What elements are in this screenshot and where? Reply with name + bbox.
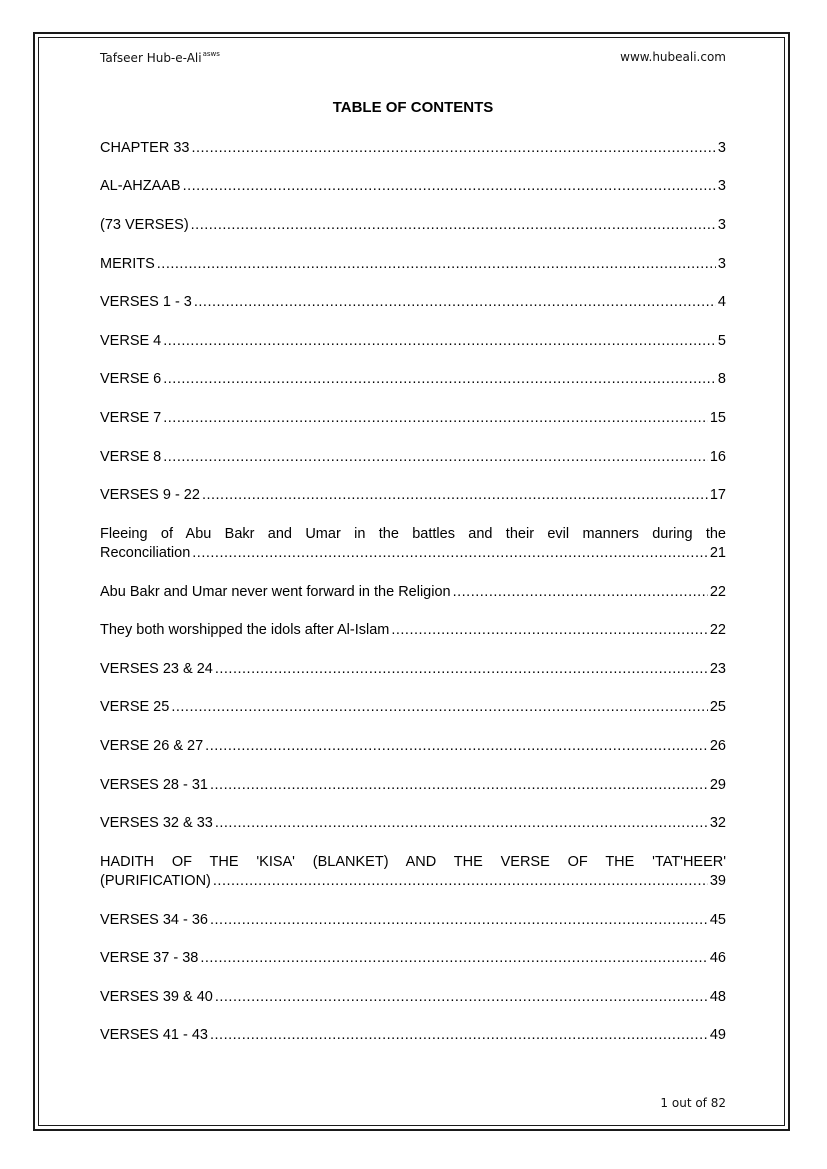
toc-leader-dots [191,216,716,235]
toc-entry[interactable] [100,177,726,196]
toc-entry[interactable] [100,698,726,717]
toc-entry-title: VERSES 1 - 3 [100,294,192,310]
toc-entry-page: 3 [717,217,726,233]
toc-entry[interactable] [100,911,726,930]
toc-entry[interactable] [100,486,726,505]
toc-entry-page: 15 [709,410,726,426]
toc-leader-dots [194,293,716,312]
toc-entry-title: VERSES 34 - 36 [100,912,208,928]
toc-entry-page: 46 [709,950,726,966]
toc-leader-dots [215,988,708,1007]
toc-entry-page: 3 [717,178,726,194]
header-title-text: Tafseer Hub-e-Ali [100,51,202,65]
toc-entry-page: 45 [709,912,726,928]
toc-entry-title: VERSE 6 [100,371,162,387]
toc-entry-title: VERSE 26 & 27 [100,738,204,754]
toc-entry-title: They both worshipped the idols after Al-Islam [100,622,390,638]
toc-leader-dots [163,332,716,351]
toc-entry-title: (73 VERSES) [100,217,189,233]
toc-title: TABLE OF CONTENTS [332,99,494,116]
toc-entry-title: VERSE 37 - 38 [100,950,199,966]
toc-entry-page: 32 [709,815,726,831]
toc-entry-title: CHAPTER 33 [100,140,190,156]
toc-entry-page: 26 [709,738,726,754]
toc-entry[interactable] [100,988,726,1007]
toc-entry[interactable] [100,525,726,563]
toc-entry[interactable] [100,293,726,312]
toc-entry-title: Abu Bakr and Umar never went forward in the Religion [100,584,451,600]
toc-entry[interactable] [100,1026,726,1045]
toc-leader-dots [157,255,716,274]
page-number-footer: 1 out of 82 [660,1096,726,1110]
toc-entry-title: VERSES 23 & 24 [100,661,213,677]
toc-entry-title: VERSE 25 [100,699,170,715]
toc-leader-dots [171,698,708,717]
toc-leader-dots [192,544,708,563]
toc-leader-dots [200,949,708,968]
toc-leader-dots [210,1026,708,1045]
toc-entry-title: VERSES 41 - 43 [100,1027,208,1043]
toc-entry-page: 5 [717,333,726,349]
toc-entry-page: 29 [709,777,726,793]
toc-leader-dots [210,911,708,930]
toc-leader-dots [163,448,708,467]
toc-entry[interactable] [100,332,726,351]
toc-entry[interactable] [100,660,726,679]
toc-entry-page: 16 [709,449,726,465]
toc-entry-page: 39 [709,873,726,889]
toc-entry-page: 22 [709,584,726,600]
toc-entry[interactable] [100,370,726,389]
toc-entry[interactable] [100,621,726,640]
toc-leader-dots [453,583,708,602]
toc-entry-title: VERSES 32 & 33 [100,815,213,831]
toc-entry-page: 22 [709,622,726,638]
toc-leader-dots [215,660,708,679]
toc-entry-title: VERSE 7 [100,410,162,426]
toc-entry[interactable] [100,949,726,968]
toc-entry-title: VERSE 4 [100,333,162,349]
toc-entry[interactable] [100,448,726,467]
toc-entry-title-line2: (PURIFICATION) [100,873,211,889]
toc-leader-dots [163,409,708,428]
toc-entry-page: 21 [709,545,726,561]
header-website: www.hubeali.com [620,50,726,64]
toc-entry-page: 8 [717,371,726,387]
toc-entry[interactable] [100,853,726,891]
header-title-superscript: asws [202,50,220,58]
toc-leader-dots [183,177,716,196]
toc-entry[interactable] [100,409,726,428]
toc-entry[interactable] [100,814,726,833]
toc-leader-dots [202,486,708,505]
toc-entry[interactable] [100,139,726,158]
toc-entry-page: 17 [709,487,726,503]
toc-entry-page: 23 [709,661,726,677]
toc-entry[interactable] [100,216,726,235]
toc-entry-page: 3 [717,140,726,156]
toc-entry[interactable] [100,583,726,602]
toc-leader-dots [213,872,708,891]
toc-leader-dots [210,776,708,795]
toc-entry-title: VERSES 9 - 22 [100,487,200,503]
toc-entry-title-line2: Reconciliation [100,545,191,561]
toc-entry-page: 49 [709,1027,726,1043]
toc-entry[interactable] [100,776,726,795]
toc-leader-dots [191,139,715,158]
toc-entry[interactable] [100,737,726,756]
toc-entry-title: AL-AHZAAB [100,178,181,194]
toc-entry-title-line1: HADITH OF THE 'KISA' (BLANKET) AND THE VERSE OF THE 'TAT'HEER' [100,854,726,870]
toc-entry-page: 25 [709,699,726,715]
toc-leader-dots [163,370,716,389]
toc-entry[interactable] [100,255,726,274]
toc-entry-page: 4 [717,294,726,310]
toc-leader-dots [205,737,708,756]
toc-entry-page: 3 [717,256,726,272]
header-title [100,50,220,65]
toc-entry-title: VERSES 39 & 40 [100,989,213,1005]
toc-entry-page: 48 [709,989,726,1005]
toc-entry-title: VERSES 28 - 31 [100,777,208,793]
toc-leader-dots [215,814,708,833]
toc-entry-title: VERSE 8 [100,449,162,465]
toc-leader-dots [391,621,708,640]
toc-entry-title-line1: Fleeing of Abu Bakr and Umar in the battles and their evil manners during the [100,526,726,542]
page-header [100,50,726,70]
toc-entry-title: MERITS [100,256,155,272]
